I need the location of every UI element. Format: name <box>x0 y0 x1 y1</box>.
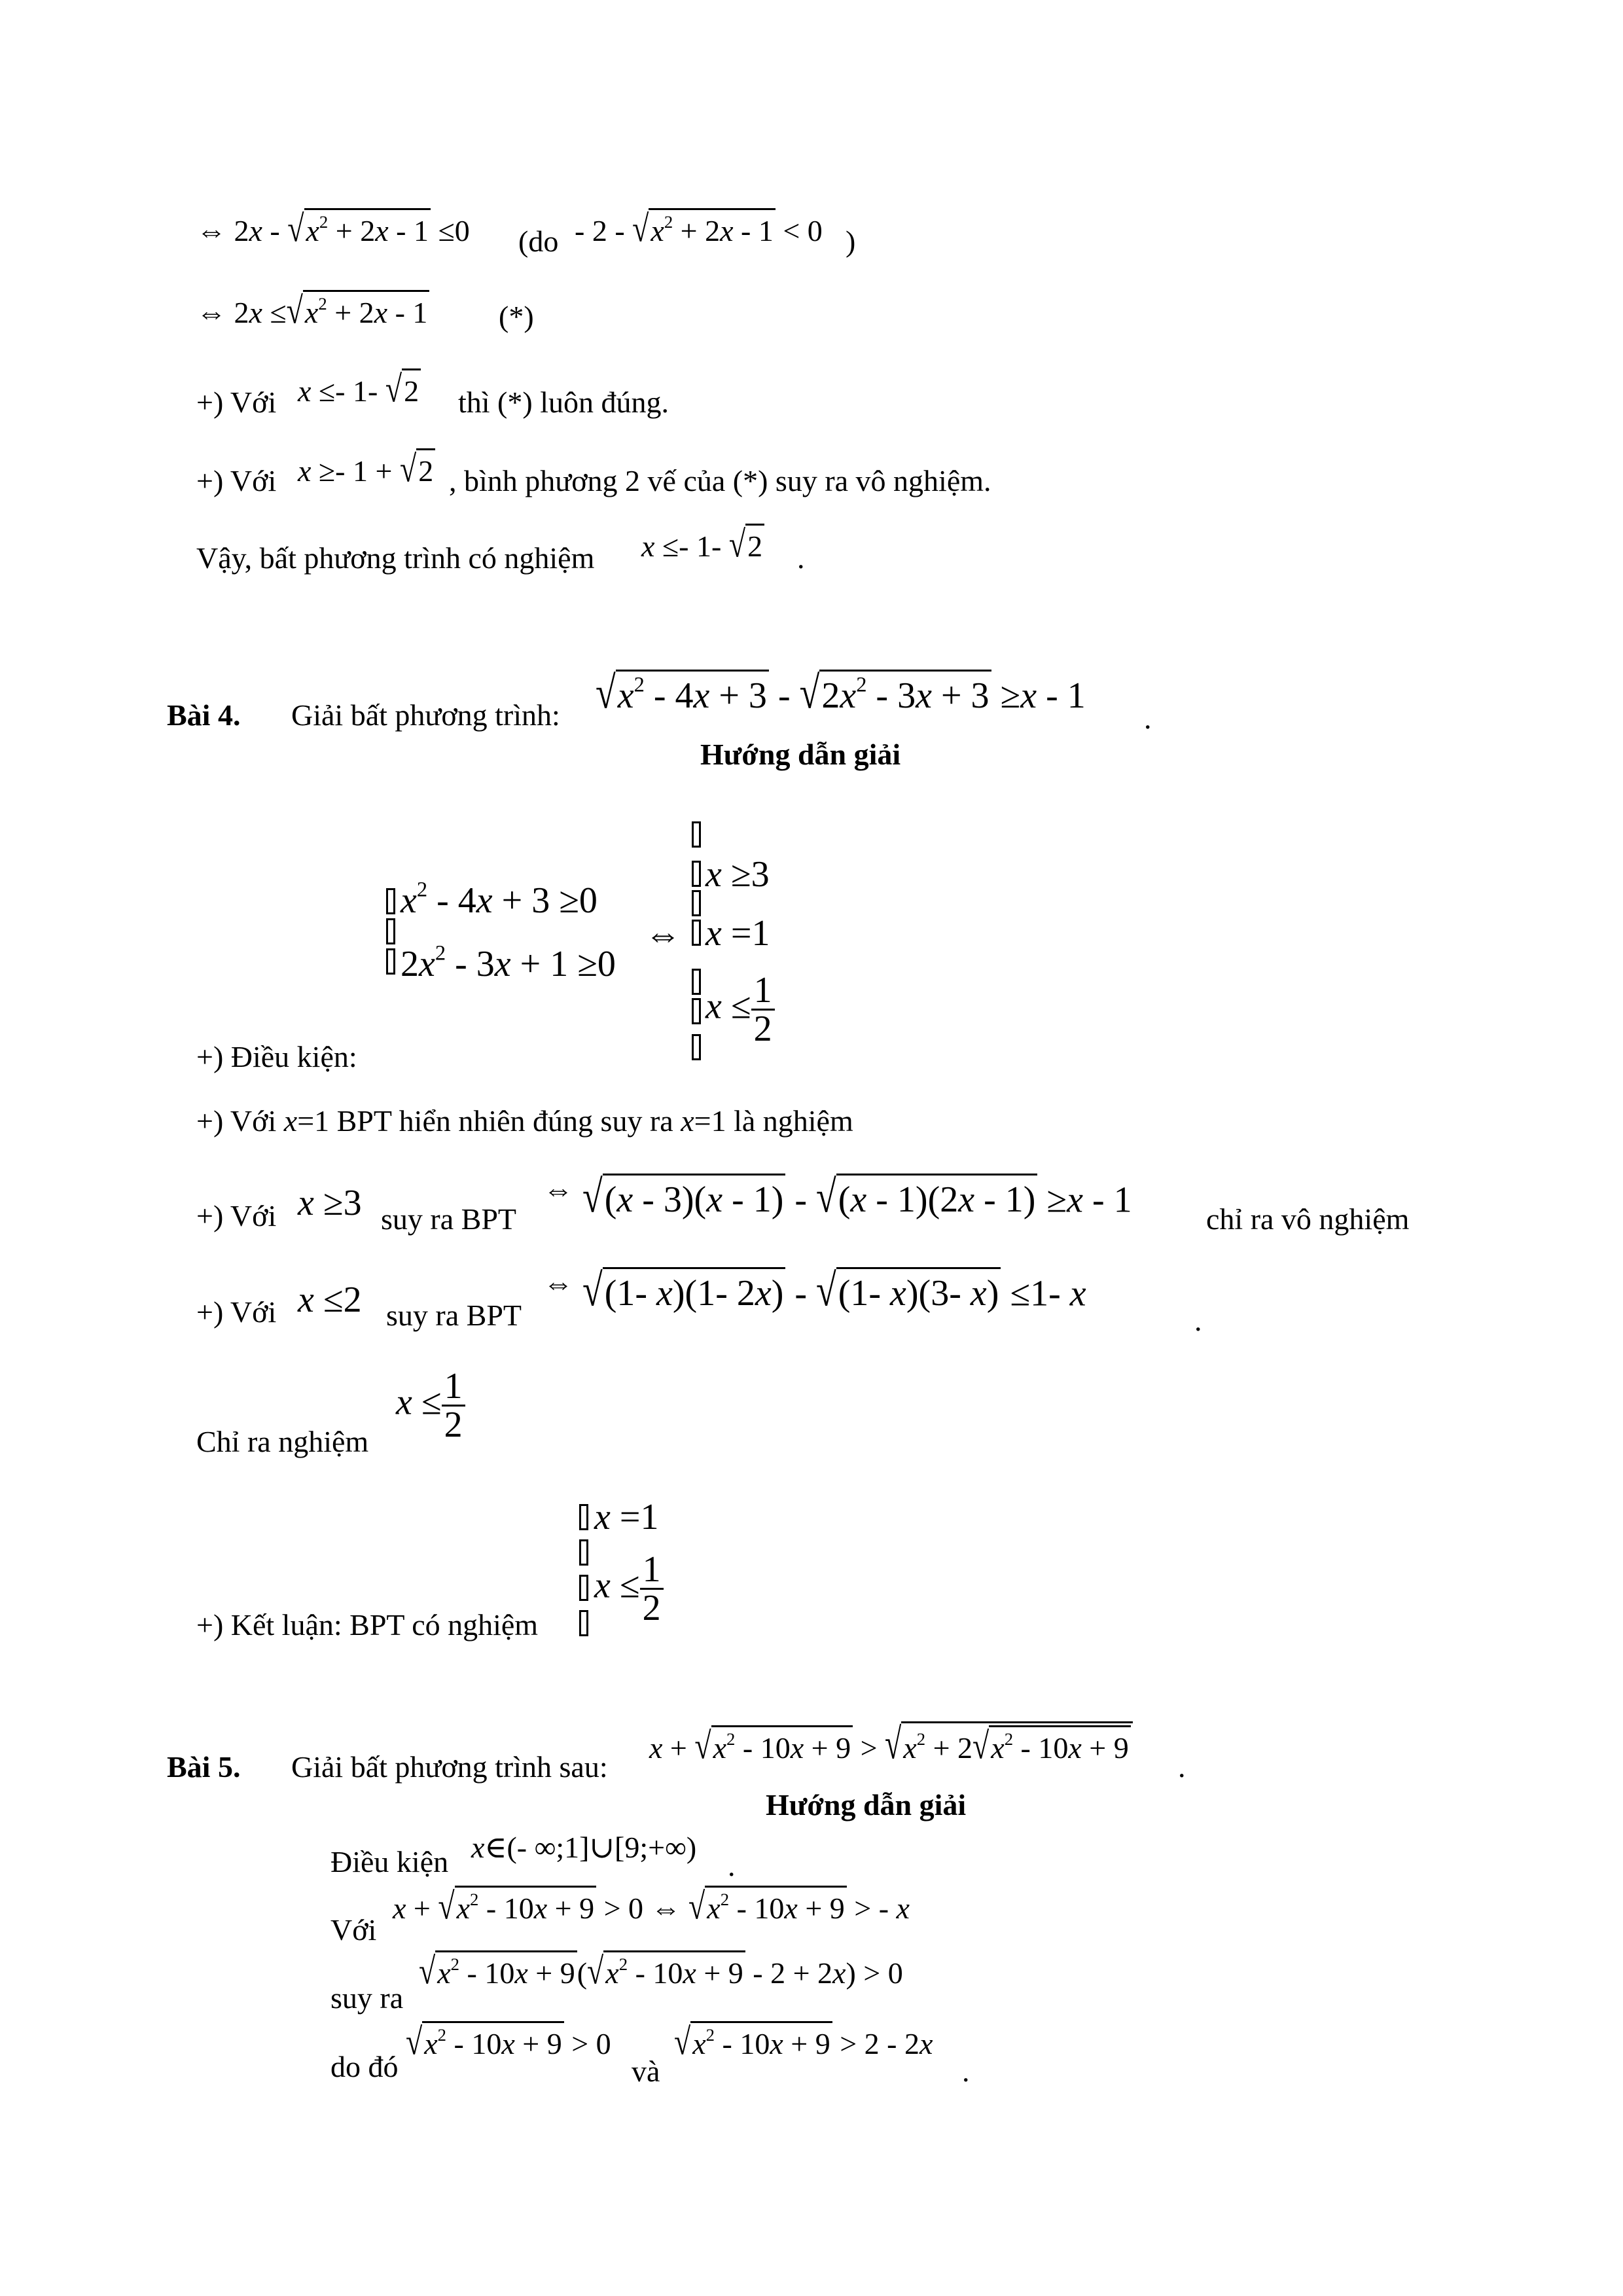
case-2-prefix: +) Với <box>196 464 277 497</box>
bracket-glyph <box>692 920 701 946</box>
case-1-suffix: thì (*) luôn đúng. <box>458 386 669 419</box>
condition-ineq-2: $2x^2 - 3x + 1 \ge 0$ <box>401 941 616 984</box>
bai5-guide-title: Hướng dẫn giải <box>766 1788 967 1821</box>
case-x-eq-1-line: +) Với x=1 BPT hiển nhiên đúng suy ra x=1 là nghiệm <box>196 1104 853 1138</box>
bracket-glyph <box>579 1610 588 1636</box>
domain-end: . <box>728 1849 736 1882</box>
therefore-label: do đó <box>330 2050 399 2083</box>
bai5-inequality: $x + √x^2 - 10x + 9 > √x^2 + 2√x^2 - 10x + 9$ <box>649 1733 1133 1763</box>
therefore-end: . <box>962 2054 970 2088</box>
equation-line-2: ⇔ $2x \le√x^2 + 2x - 1$ <box>196 298 429 328</box>
bracket-glyph <box>692 1034 701 1060</box>
solution-x-eq-1: x =1 <box>705 913 770 954</box>
bracket-glyph <box>692 998 701 1024</box>
bai5-prompt: Giải bất phương trình sau: <box>291 1750 608 1784</box>
therefore-math-2: $√x^2 - 10x + 9 > 2 - 2x$ <box>674 2020 933 2062</box>
bracket-glyph <box>692 861 701 887</box>
bai4-guide-title: Hướng dẫn giải <box>700 738 901 771</box>
bracket-glyph <box>692 890 701 916</box>
solution-x-ge-3: x ≥3 <box>705 854 770 895</box>
deduce-label: suy ra <box>330 1981 404 2015</box>
conclusion-end: . <box>797 541 805 575</box>
case-2-math: x ≥- 1 + √2 <box>298 456 435 486</box>
and-label: và <box>632 2054 660 2088</box>
condition-label: +) Điều kiện: <box>196 1040 357 1073</box>
case-ge3-ineq: ⇔ √(x - 3)(x - 1) - √(x - 1)(2x - 1) ≥x - 1 <box>543 1172 1132 1223</box>
root-label: Chỉ ra nghiệm <box>196 1425 369 1458</box>
star-label: (*) <box>499 300 534 333</box>
brace-glyph <box>386 918 395 944</box>
brace-glyph <box>386 888 395 914</box>
bai5-label: Bài 5. <box>167 1750 241 1784</box>
final-x-eq-1: x =1 <box>594 1497 659 1537</box>
case-le2-end: . <box>1194 1304 1202 1337</box>
bracket-glyph <box>579 1575 588 1601</box>
bai4-inequality: $√x^2 - 4x + 3 - √2x^2 - 3x + 3 \ge x - 1$ <box>596 668 1086 719</box>
bai5-end: . <box>1178 1750 1186 1784</box>
case-2-suffix: , bình phương 2 vế của (*) suy ra vô nghiệm. <box>449 464 991 497</box>
with-math: $x + √x^2 - 10x + 9 > 0$ ⇔ $√x^2 - 10x + 9$ > - x <box>393 1885 910 1927</box>
case-ge3-prefix: +) Với <box>196 1199 277 1232</box>
equation-line-1: ⇔ $2x - √x^2 + 2x - 1 \le 0$ <box>196 207 470 249</box>
final-x-le-half: x ≤ $\frac{1}{2}$ <box>594 1551 664 1626</box>
deduce-math: $√x^2 - 10x + 9(√x^2 - 10x + 9 - 2 + 2x) > 0$ <box>419 1950 903 1992</box>
note-close: ) <box>846 224 856 258</box>
condition-ineq-1: $x^2 - 4x + 3 \ge 0$ <box>401 878 597 921</box>
case-le2-ineq: ⇔ √(1- x)(1- 2x) - √(1- x)(3- x) ≤1- x <box>543 1265 1086 1316</box>
with-label: Với <box>330 1913 377 1946</box>
case-le2-cond: x ≤2 <box>298 1280 362 1320</box>
case-le2-mid: suy ra BPT <box>386 1299 522 1332</box>
case-ge3-suffix: chỉ ra vô nghiệm <box>1206 1202 1410 1236</box>
bracket-glyph <box>692 969 701 995</box>
equivalence-symbol: ⇔ <box>645 914 681 955</box>
bai4-label: Bài 4. <box>167 698 241 732</box>
solution-x-le-half: x ≤ $\frac{1}{2}$ <box>705 972 775 1047</box>
brace-glyph <box>386 948 395 975</box>
case-le2-prefix: +) Với <box>196 1295 277 1329</box>
therefore-math-1: $√x^2 - 10x + 9 > 0$ <box>406 2020 611 2062</box>
bai4-end: . <box>1144 702 1152 735</box>
case-1-prefix: +) Với <box>196 386 277 419</box>
bai4-prompt: Giải bất phương trình: <box>291 698 560 732</box>
bracket-glyph <box>692 821 701 848</box>
bracket-glyph <box>579 1504 588 1530</box>
note-do: (do <box>518 224 559 258</box>
bracket-glyph <box>579 1539 588 1566</box>
domain-math: x∈(- ∞;1]∪[9;+∞) <box>471 1831 697 1864</box>
domain-label: Điều kiện <box>330 1845 449 1878</box>
case-1-math: x ≤- 1- √2 <box>298 376 421 406</box>
case-ge3-mid: suy ra BPT <box>381 1202 516 1236</box>
case-ge3-cond: x ≥3 <box>298 1183 362 1223</box>
conclusion-label: +) Kết luận: BPT có nghiệm <box>196 1608 539 1641</box>
conclusion-prefix: Vậy, bất phương trình có nghiệm <box>196 541 595 575</box>
root-math: x ≤ $\frac{1}{2}$ <box>396 1368 465 1443</box>
conclusion-math: x ≤- 1- √2 <box>641 531 764 562</box>
note-expression: - $2 - √x^2 + 2x - 1 < 0$ <box>575 207 823 249</box>
